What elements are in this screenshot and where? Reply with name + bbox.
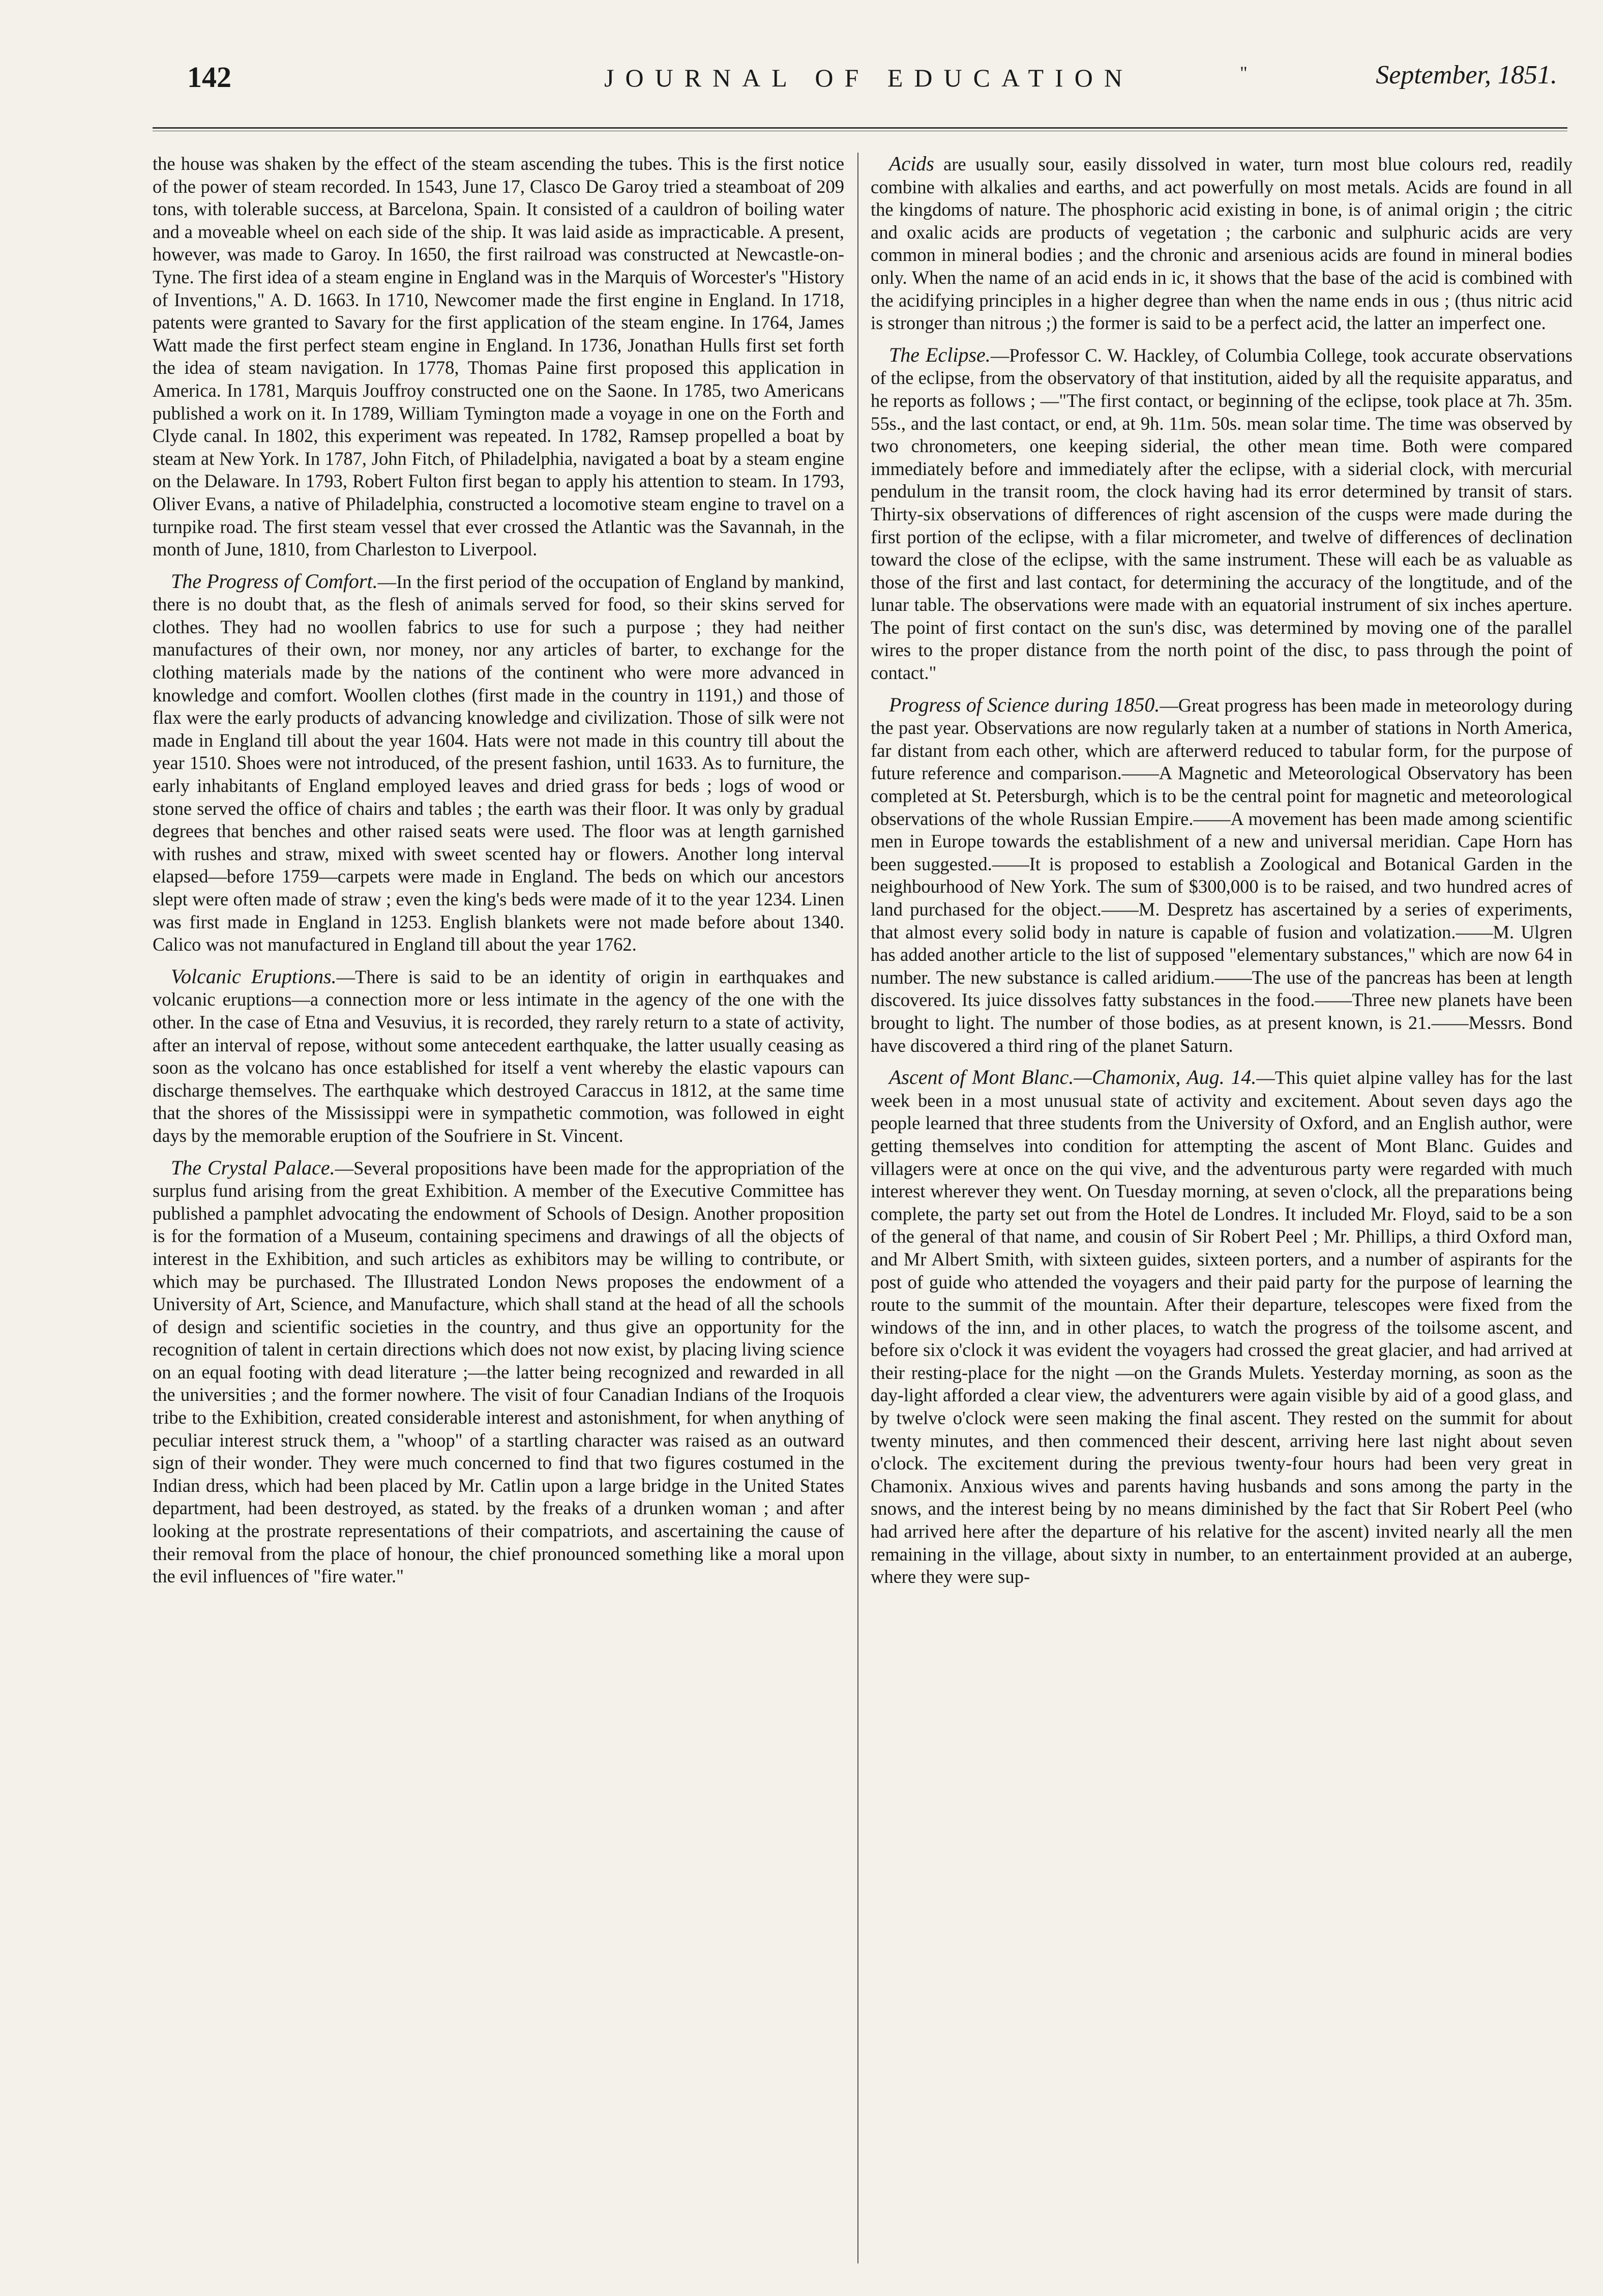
article-heading: Ascent of Mont Blanc.—Chamonix, Aug. 14. [889,1066,1257,1089]
article-heading: The Progress of Comfort. [171,569,378,593]
article-body: —In the first period of the occupation of England by mankind, there is no doubt that, as the flesh of animals served for food, so their skins served for clothes. They had no woollen fabrics to use for such a purpose ; they had neither manufactures of their own, nor money, nor any articles of barter, to exchange for the clothing materials made by the nations of the continent who were more advanced in knowledge and comfort. Woollen clothes (first made in the country in 1191,) and those of flax were the early products of advancing knowledge and civilization. Those of silk were not made in England till about the year 1604. Hats were not made in this country till about the year 1510. Shoes were not introduced, of the present fashion, until 1633. As to furniture, the early inhabitants of England employed leaves and dried grass for beds ; logs of wood or stone served the office of chairs and tables ; the earth was their floor. It was only by gradual degrees that benches and other raised seats were used. The floor was at length garnished with rushes and straw, mixed with sweet scented hay or flowers. Another long interval elapsed—before 1759—carpets were made in England. The beds on which our ancestors slept were often made of straw ; even the king's beds were made of it to the year 1234. Linen was first made in England in 1253. English blankets were not made before about 1340. Calico was not manufactured in England till about the year 1762. [153,571,844,955]
article-progress-of-science [871,694,1572,1057]
article-heading: Volcanic Eruptions. [171,964,337,988]
right-column [871,153,1572,2263]
article-body: —Great progress has been made in meteorology during the past year. Observations are now regularly taken at a number of stations in North America, far distant from each other, which are afterwerd reduced to tabular form, for the purpose of future reference and comparison.——A Magnetic and Meteorological Observatory has been completed at St. Petersburgh, which is to be the central point for magnetic and meteorological observations of the whole Russian Empire.——A movement has been made among scientific men in Europe towards the establishment of a new and universal meridian. Cape Horn has been suggested.——It is proposed to establish a Zoological and Botanical Garden in the neighbourhood of New York. The sum of $300,000 is to be raised, and two hundred acres of land purchased for the object.——M. Despretz has ascertained by a series of experiments, that almost every solid body in nature is capable of fusion and volatization.——M. Ulgren has added another article to the list of supposed "elementary substances," which are now 64 in number. The new substance is called aridium.——The use of the pancreas has been at length discovered. Its juice dissolves fatty substances in the food.——Three new planets have been brought to light. The number of those bodies, as at present known, is 21.——Messrs. Bond have discovered a third ring of the planet Saturn. [871,694,1572,1056]
article-ascent-of-mont-blanc [871,1066,1572,1588]
article-body: —This quiet alpine valley has for the last week been in a most unusual state of activity and excitement. About seven days ago the people learned that three students from the University of Oxford, and an English author, were getting themselves into condition for attempting the ascent of Mont Blanc. Guides and villagers were at once on the qui vive, and the adventurous party were regarded with much interest wherever they went. On Tuesday morning, at seven o'clock, all the preparations being complete, the party set out from the Hotel de Londres. It included Mr. Floyd, said to be a son of the general of that name, and cousin of Sir Robert Peel ; Mr. Phillips, a third Oxford man, and Mr Albert Smith, with sixteen guides, sixteen porters, and a number of aspirants for the post of guide who attended the voyagers and their paid party for the purpose of learning the route to the summit of the mountain. After their departure, telescopes were fixed from the windows of the inn, and in other places, to watch the progress of the toilsome ascent, and before six o'clock it was evident the voyagers had crossed the great glacier, and had arrived at their resting-place for the night —on the Grands Mulets. Yesterday morning, as soon as the day-light afforded a clear view, the adventurers were again visible by aid of a good glass, and by twelve o'clock were seen making the final ascent. They rested on the summit for about twenty minutes, and then commenced their descent, arriving here last night about seven o'clock. The excitement during the previous twenty-four hours had been very great in Chamonix. Anxious wives and parents having husbands and sons among the party in the snows, and the interest being by no means diminished by the fact that Sir Robert Peel (who had arrived here after the departure of his relative for the ascent) invited nearly all the men remaining in the village, about sixty in number, to an entertainment provided at an auberge, where they were sup- [871,1067,1572,1587]
page-number: 142 [187,61,231,94]
article-body: —Several propositions have been made for the appropriation of the surplus fund arising from the great Exhibition. A member of the Executive Committee has published a pamphlet advocating the endowment of Schools of Design. Another proposition is for the formation of a Museum, containing specimens and drawings of all the objects of interest in the Exhibition, and such articles as exhibitors may be willing to contribute, or which may be purchased. The Illustrated London News proposes the endowment of a University of Art, Science, and Manufacture, which shall stand at the head of all the schools of design and scientific societies in the country, and thus give an opportunity for the recognition of talent in certain directions which does not now exist, by placing living science on an equal footing with dead literature ;—the latter being recognized and rewarded in all the universities ; and the former nowhere. The visit of four Canadian Indians of the Iroquois tribe to the Exhibition, created considerable interest and astonishment, for when anything of peculiar interest struck them, a "whoop" of a startling character was raised as an outward sign of their wonder. They were much concerned to find that two figures costumed in the Indian dress, which had been placed by Mr. Catlin upon a large bridge in the United States department, had been destroyed, as stated. by the freaks of a drunken woman ; and after looking at the prostrate representations of their compatriots, and ascertaining the cause of their removal from the place of honour, the chief pronounced something like a moral upon the evil influences of "fire water." [153,1157,844,1587]
article-volcanic-eruptions [153,965,844,1147]
column-divider [857,153,858,2263]
article-crystal-palace [153,1157,844,1588]
journal-title: JOURNAL OF EDUCATION [604,64,1134,92]
article-body: —There is said to be an identity of origin in earthquakes and volcanic eruptions—a connection more or less intimate in the agency of the one with the other. In the case of Etna and Vesuvius, it is recorded, they rarely return to a state of activity, after an interval of repose, without some antecedent earthquake, the latter usually ceasing as soon as the volcano has once established for itself a vent whereby the elastic vapours can discharge themselves. The earthquake which destroyed Caraccus in 1812, at the same time that the shores of the Mississippi were in sympathetic commotion, was followed in eight days by the memorable eruption of the Soufriere in St. Vincent. [153,966,844,1146]
article-progress-of-comfort [153,570,844,956]
article-body: —Professor C. W. Hackley, of Columbia College, took accurate observations of the eclipse, from the observatory of that institution, aided by all the requisite apparatus, and he reports as follows ; —"The first contact, or beginning of the eclipse, took place at 7h. 35m. 55s., and the last contact, or end, at 9h. 11m. 50s. mean solar time. The time was observed by two chronometers, one keeping siderial, the other mean time. Both were compared immediately before and immediately after the eclipse, with a siderial clock, with mercurial pendulum in the transit room, the clock having had its error determined by transit of stars. Thirty-six observations of differences of right ascension of the cusps were made during the first portion of the eclipse, with a filar micrometer, and twelve of differences of declination toward the close of the eclipse, with the same instrument. These will each be as valuable as those of the first and last contact, for determining the accuracy of the longtitude, and of the lunar table. The observations were made with an equatorial instrument of six inches aperture. The point of first contact on the sun's disc, was determined by moving one of the parallel wires to the proper distance from the north point of the disc, to pass through the point of contact." [871,344,1572,684]
article-body: are usually sour, easily dissolved in water, turn most blue colours red, readily combine with alkalies and earths, and act powerfully on most metals. Acids are found in all the kingdoms of nature. The phosphoric acid existing in bone, is of animal origin ; the citric and oxalic acids are products of vegetation ; the carbonic and sulphuric acids are very common in mineral bodies ; and the chronic and arsenious acids are found in mineral bodies only. When the name of an acid ends in ic, it shows that the base of the acid is combined with the acidifying principles in a higher degree than when the name ends in ous ; (thus nitric acid is stronger than nitrous ;) the former is said to be a perfect acid, the latter an imperfect one. [871,154,1572,334]
header-mark: " [1240,63,1248,83]
article-acids [871,153,1572,335]
page-header [187,60,1557,111]
article-heading: The Crystal Palace. [171,1156,335,1179]
article-heading: The Eclipse. [889,343,991,366]
article-heading: Progress of Science during 1850. [889,693,1160,716]
header-rule [153,127,1567,131]
issue-date: September, 1851. [1376,61,1557,90]
article-heading: Acids [889,153,934,175]
left-column [153,153,844,2263]
intro-paragraph: the house was shaken by the effect of the steam ascending the tubes. This is the first notice of the power of steam recorded. In 1543, June 17, Clasco De Garoy tried a steamboat of 209 tons, with tolerable success, at Barcelona, Spain. It consisted of a cauldron of boiling water and a moveable wheel on each side of the ship. It was laid aside as impracticable. A present, however, was made to Garoy. In 1650, the first railroad was constructed at Newcastle-on-Tyne. The first idea of a steam engine in England was in the Marquis of Worcester's "History of Inventions," A. D. 1663. In 1710, Newcomer made the first engine in England. In 1718, patents were granted to Savary for the first application of the steam engine. In 1764, James Watt made the first perfect steam engine in England. In 1736, Jonathan Hulls first set forth the idea of steam navigation. In 1778, Thomas Paine first proposed this application in America. In 1781, Marquis Jouffroy constructed one on the Saone. In 1785, two Americans published a work on it. In 1789, William Tymington made a voyage in one on the Forth and Clyde canal. In 1802, this experiment was repeated. In 1782, Ramsep propelled a boat by steam at New York. In 1787, John Fitch, of Philadelphia, navigated a boat by a steam engine on the Delaware. In 1793, Robert Fulton first began to apply his attention to steam. In 1793, Oliver Evans, a native of Philadelphia, constructed a locomotive steam engine to travel on a turnpike road. The first steam vessel that ever crossed the Atlantic was the Savannah, in the month of June, 1810, from Charleston to Liverpool. [153,153,844,560]
article-eclipse [871,344,1572,685]
